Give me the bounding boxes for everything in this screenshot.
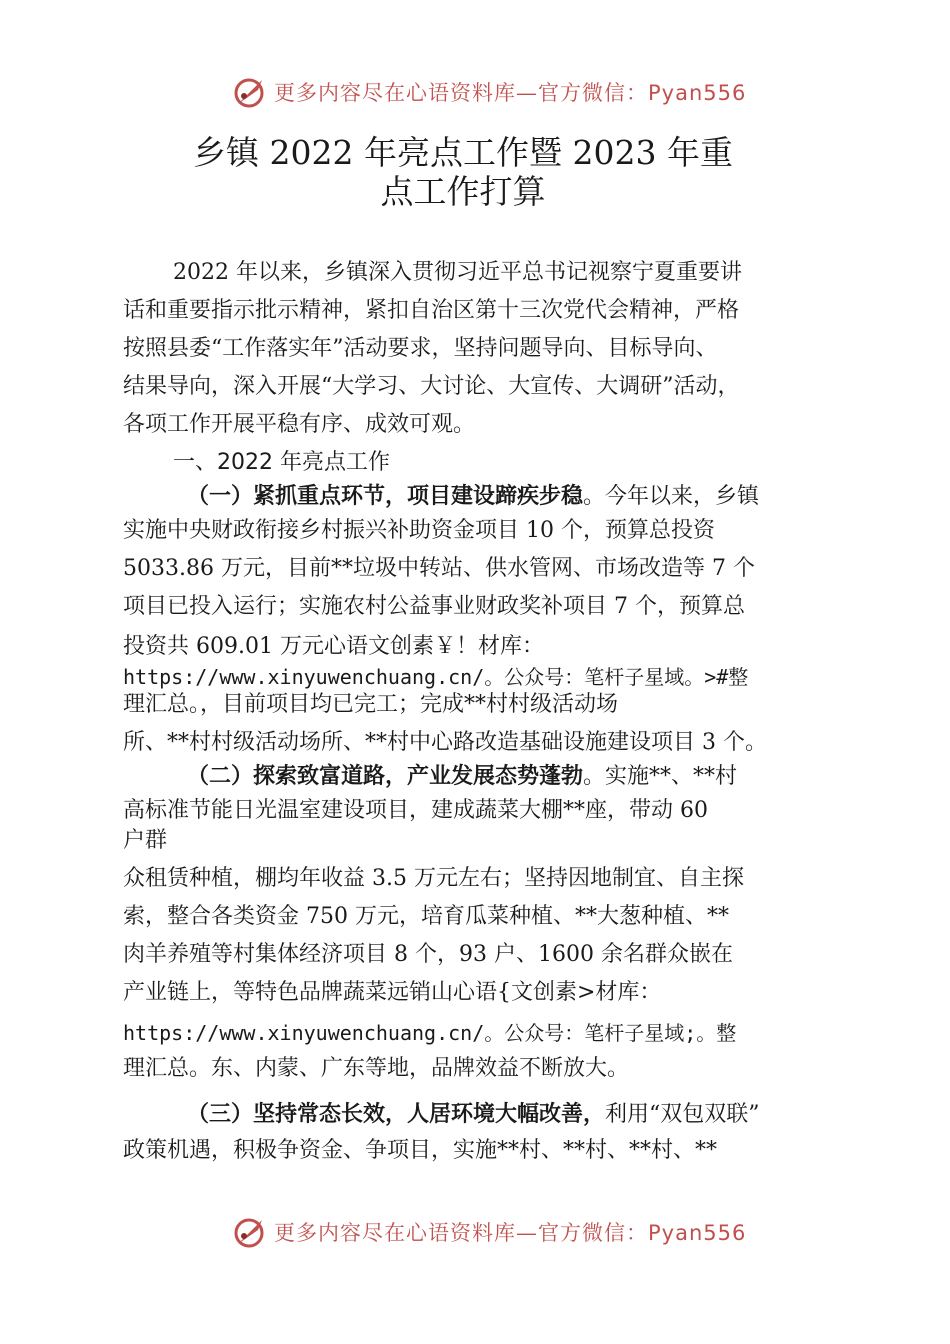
subsection-1-first-line: （一）紧抓重点环节，项目建设蹄疾步稳。今年以来，乡镇 xyxy=(187,484,760,509)
quill-logo-icon xyxy=(232,74,268,110)
subsection-3-heading: （三）坚持常态长效，人居环境大幅改善， xyxy=(187,1102,606,1127)
paragraph-line: 所、**村村级活动场所、**村中心路改造基础设施建设项目 3 个。 xyxy=(123,730,767,755)
subsection-2-first-line: （二）探索致富道路，产业发展态势蓬勃。实施**、**村 xyxy=(187,764,738,789)
paragraph-line: 结果导向，深入开展“大学习、大讨论、大宣传、大调研”活动， xyxy=(123,374,740,399)
paragraph-line: 各项工作开展平稳有序、成效可观。 xyxy=(123,412,476,437)
paragraph-line: 理汇总。，目前项目均已完工；完成**村村级活动场 xyxy=(123,692,619,717)
paragraph-line: 实施中央财政衔接乡村振兴补助资金项目 10 个，预算总投资 xyxy=(123,518,715,543)
paragraph-line: 肉羊养殖等村集体经济项目 8 个，93 户、1600 余名群众嵌在 xyxy=(123,942,733,967)
paragraph-line: https://www.xinyuwenchuang.cn/。公众号：笔杆子星域;。整 xyxy=(123,1021,737,1045)
paragraph-line: https://www.xinyuwenchuang.cn/。公众号：笔杆子星域。>#整 xyxy=(123,665,749,689)
subsection-3-first-line: （三）坚持常态长效，人居环境大幅改善，利用“双包双联” xyxy=(187,1102,760,1127)
paragraph-line: 5033.86 万元，目前**垃圾中转站、供水管网、市场改造等 7 个 xyxy=(123,556,755,581)
paragraph-line: 政策机遇，积极争资金、争项目，实施**村、**村、**村、** xyxy=(123,1138,718,1163)
quill-logo-icon xyxy=(232,1214,268,1250)
paragraph-line: 2022 年以来，乡镇深入贯彻习近平总书记视察宁夏重要讲 xyxy=(173,260,742,285)
doc-title-line-2: 点工作打算 xyxy=(380,172,546,211)
banner-text: 更多内容尽在心语资料库—官方微信：Pyan556 xyxy=(274,81,747,105)
paragraph-line: 高标准节能日光温室建设项目，建成蔬菜大棚**座，带动 60 xyxy=(123,798,708,823)
subsection-2-heading: （二）探索致富道路，产业发展态势蓬勃 xyxy=(187,764,584,789)
paragraph-line: 索，整合各类资金 750 万元，培育瓜菜种植、**大葱种植、** xyxy=(123,904,729,929)
paragraph-line: 话和重要指示批示精神，紧扣自治区第十三次党代会精神，严格 xyxy=(123,298,740,323)
section-heading: 一、2022 年亮点工作 xyxy=(173,450,390,475)
paragraph-line: 户群 xyxy=(123,828,168,853)
banner-text: 更多内容尽在心语资料库—官方微信：Pyan556 xyxy=(274,1221,747,1245)
paragraph-line: 众租赁种植，棚均年收益 3.5 万元左右；坚持因地制宜、自主探 xyxy=(123,866,744,891)
paragraph-line: 产业链上，等特色品牌蔬菜远销山心语{文创素>材库： xyxy=(123,980,662,1005)
wechat-id: Pyan556 xyxy=(648,1221,747,1245)
bottom-banner xyxy=(232,1212,746,1252)
doc-title-line-1: 乡镇 2022 年亮点工作暨 2023 年重 xyxy=(193,133,733,172)
paragraph-line: 理汇总。东、内蒙、广东等地，品牌效益不断放大。 xyxy=(123,1056,630,1081)
top-banner xyxy=(232,72,746,112)
paragraph-line: 按照县委“工作落实年”活动要求，坚持问题导向、目标导向、 xyxy=(123,336,718,361)
wechat-id: Pyan556 xyxy=(648,81,747,105)
paragraph-line: 项目已投入运行；实施农村公益事业财政奖补项目 7 个，预算总 xyxy=(123,594,745,619)
subsection-1-heading: （一）紧抓重点环节，项目建设蹄疾步稳 xyxy=(187,484,584,509)
paragraph-line: 投资共 609.01 万元心语文创素￥！材库： xyxy=(123,634,544,659)
